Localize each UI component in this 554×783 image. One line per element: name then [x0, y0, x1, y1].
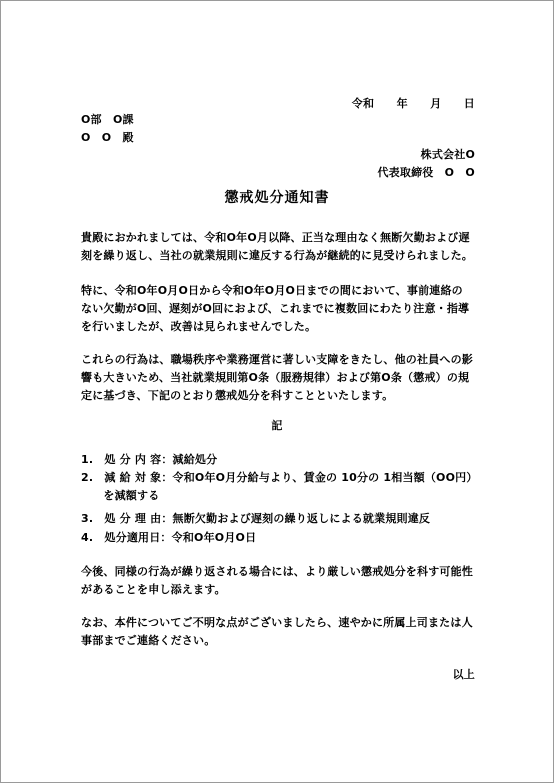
ki-heading: 記 — [271, 419, 283, 432]
list-item-continuation: を減額する — [81, 489, 160, 502]
body-line: ない欠勤がO回、遅刻がO回におよび、これまでに複数回にわたり注意・指導 — [81, 302, 470, 315]
closing-line: なお、本件についてご不明な点がございましたら、速やかに所属上司または人 — [81, 616, 473, 629]
body-line: 特に、令和O年O月O日から令和O年O月O日までの間において、事前連絡の — [81, 284, 463, 297]
body-line: を行いましたが、改善は見られませんでした。 — [81, 320, 317, 333]
closing-line: があることを申し添えます。 — [81, 583, 226, 596]
end-mark: 以上 — [452, 668, 475, 681]
list-item: 3. 処 分 理 由：無断欠勤および遅刻の繰り返しによる就業規則違反 — [81, 512, 431, 525]
recipient-name: O O 殿 — [81, 131, 134, 144]
representative-name: 代表取締役 O O — [377, 166, 475, 179]
body-line: 定に基づき、下記のとおり懲戒処分を科すことといたします。 — [81, 389, 394, 402]
body-line: 貴殿におかれましては、令和O年O月以降、正当な理由なく無断欠勤および遅 — [81, 231, 470, 244]
closing-line: 今後、同様の行為が繰り返される場合には、より厳しい懲戒処分を科す可能性 — [81, 565, 473, 578]
list-item: 1. 処 分 内 容：減給処分 — [81, 453, 218, 466]
body-line: 刻を繰り返し、当社の就業規則に違反する行為が継続的に見受けられました。 — [81, 249, 473, 262]
closing-line: 事部までご連絡ください。 — [81, 634, 216, 647]
body-line: 響も大きいため、当社就業規則第O条（服務規律）および第O条（懲戒）の規 — [81, 371, 470, 384]
date-line: 令和 年 月 日 — [351, 97, 475, 110]
list-item: 4. 処分適用日：令和O年O月O日 — [81, 531, 257, 544]
document-title: 懲戒処分通知書 — [224, 190, 330, 206]
body-line: これらの行為は、職場秩序や業務運営に著しい支障をきたし、他の社員への影 — [81, 353, 473, 366]
list-item: 2. 減 給 対 象：令和O年O月分給与より、賃金の 10分の 1相当額（OO円） — [81, 471, 478, 484]
company-name: 株式会社O — [420, 148, 475, 161]
recipient-department: O部 O課 — [81, 113, 134, 126]
